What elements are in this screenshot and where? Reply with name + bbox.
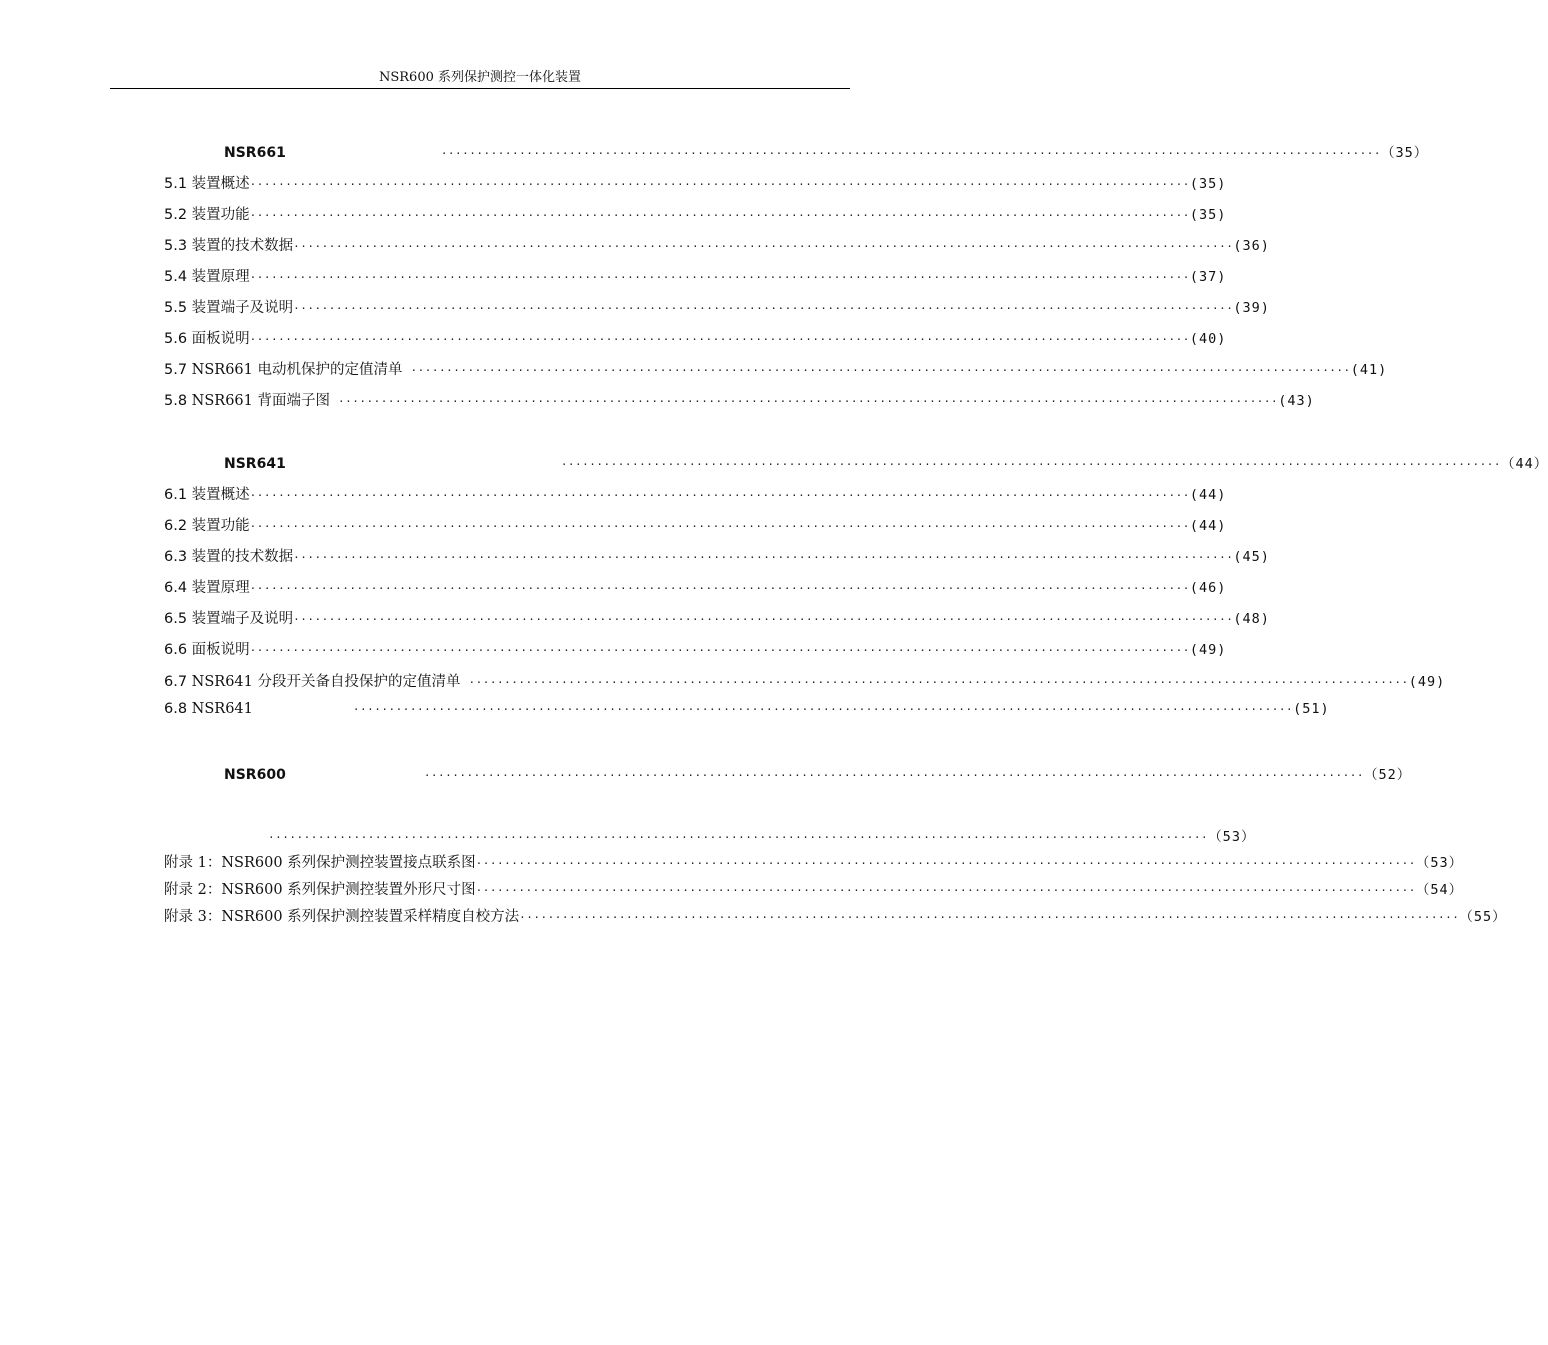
toc-page-number: (44) — [1189, 518, 1227, 534]
toc-entry-title: 装置功能 — [191, 207, 250, 223]
toc-leader: ···································································································································· — [410, 364, 1351, 377]
toc-entry-5-8[interactable] — [164, 389, 1315, 411]
toc-chapter-title: NSR661 — [224, 145, 286, 161]
toc-entry-5-1[interactable] — [164, 172, 1227, 194]
toc-page-number: （55） — [1459, 909, 1507, 925]
toc-entry-number: 6.4 — [164, 580, 188, 596]
toc-appendix-3[interactable] — [164, 905, 1507, 927]
toc-entry-5-2[interactable] — [164, 203, 1227, 225]
toc-entry-number: 5.6 — [164, 331, 188, 347]
toc-page-number: (48) — [1233, 611, 1270, 627]
toc-page-number: （44） — [1501, 456, 1548, 472]
toc-leader: ···································································································································· — [293, 613, 1234, 626]
toc-entry-number: 5.4 — [164, 269, 188, 285]
toc-entry-title: 面板说明 — [191, 331, 250, 347]
toc-page-number: (44) — [1189, 487, 1227, 503]
toc-entry-title: 装置端子及说明 — [191, 611, 294, 627]
toc-page-number: (45) — [1233, 549, 1270, 565]
toc-entry-5-7[interactable] — [164, 358, 1388, 380]
toc-leader: ···································································································································· — [249, 489, 1190, 502]
toc-chapter-title: NSR641 — [224, 456, 286, 472]
toc-leader: ···································································································································· — [249, 178, 1190, 191]
toc-entry-number: 6.5 — [164, 611, 188, 627]
toc-page-number: （53） — [1415, 855, 1464, 871]
header-rule — [110, 88, 850, 89]
toc-entry-title: 装置功能 — [191, 518, 250, 534]
toc-entry-title: 附录 2：NSR600 系列保护测控装置外形尺寸图 — [164, 882, 476, 898]
toc-page-number: (49) — [1408, 674, 1446, 690]
toc-leader: ···································································································································· — [423, 769, 1364, 782]
toc-entry-title: 附录 3：NSR600 系列保护测控装置采样精度自校方法 — [164, 909, 520, 925]
toc-page-number: (49) — [1189, 642, 1227, 658]
toc-entry-number: 5.1 — [164, 176, 188, 192]
toc-leader: ···································································································································· — [475, 857, 1416, 870]
toc-entry-title: NSR661 背面端子图 — [191, 393, 330, 409]
toc-appendix-1[interactable] — [164, 851, 1464, 873]
toc-entry-5-5[interactable] — [164, 296, 1270, 318]
toc-entry-number: 6.7 — [164, 674, 188, 690]
toc-page-number: （53） — [1208, 829, 1256, 845]
toc-entry-title: 装置的技术数据 — [191, 549, 294, 565]
toc-entry-title: NSR661 电动机保护的定值清单 — [191, 362, 403, 378]
toc-page-number: (43) — [1278, 393, 1315, 409]
toc-entry-5-3[interactable] — [164, 234, 1270, 256]
toc-leader: ···································································································································· — [249, 644, 1190, 657]
toc-entry-number: 6.1 — [164, 487, 188, 503]
toc-entry-number: 6.6 — [164, 642, 188, 658]
toc-leader: ···································································································································· — [249, 271, 1190, 284]
toc-page-number: （35） — [1381, 145, 1429, 161]
toc-leader: ···································································································································· — [519, 911, 1460, 924]
toc-page-number: (35) — [1189, 207, 1227, 223]
toc-entry-number: 5.7 — [164, 362, 188, 378]
toc-leader: ···································································································································· — [560, 458, 1501, 471]
toc-page-number: (46) — [1189, 580, 1227, 596]
toc-leader: ···································································································································· — [475, 884, 1416, 897]
toc-leader: ···································································································································· — [268, 831, 1209, 844]
toc-leader: ···································································································································· — [249, 582, 1190, 595]
toc-page-number: （54） — [1415, 882, 1464, 898]
toc-chapter-nsr661[interactable] — [164, 141, 1429, 163]
toc-leader: ···································································································································· — [293, 551, 1234, 564]
toc-page-number: (35) — [1189, 176, 1227, 192]
toc-entry-6-6[interactable] — [164, 638, 1227, 660]
toc-page-number: （52） — [1364, 767, 1412, 783]
toc-page-number: (40) — [1189, 331, 1227, 347]
toc-appendix-2[interactable] — [164, 878, 1464, 900]
toc-chapter-nsr600[interactable] — [164, 763, 1412, 785]
toc-entry-6-7[interactable] — [164, 670, 1446, 692]
toc-entry-6-5[interactable] — [164, 607, 1270, 629]
toc-entry-title: 附录 1：NSR600 系列保护测控装置接点联系图 — [164, 855, 476, 871]
toc-leader: ···································································································································· — [293, 302, 1234, 315]
toc-leader: ···································································································································· — [249, 333, 1190, 346]
toc-entry-5-4[interactable] — [164, 265, 1227, 287]
toc-leader: ···································································································································· — [293, 240, 1234, 253]
toc-entry-title: 装置概述 — [191, 487, 250, 503]
toc-entry-number: 6.8 — [164, 701, 188, 717]
toc-leader: ···································································································································· — [440, 147, 1381, 160]
toc-leader: ···································································································································· — [338, 395, 1279, 408]
toc-entry-title: 装置端子及说明 — [191, 300, 294, 316]
toc-entry-title: NSR641 — [191, 701, 253, 717]
toc-page-number: (51) — [1293, 701, 1330, 717]
toc-entry-number: 5.3 — [164, 238, 188, 254]
toc-entry-title: 装置的技术数据 — [191, 238, 294, 254]
toc-entry-title: 装置原理 — [191, 580, 250, 596]
toc-entry-6-3[interactable] — [164, 545, 1270, 567]
toc-page-number: (39) — [1233, 300, 1270, 316]
toc-leader: ···································································································································· — [352, 703, 1294, 716]
toc-entry-5-6[interactable] — [164, 327, 1227, 349]
toc-entry-number: 5.2 — [164, 207, 188, 223]
running-header: NSR600 系列保护测控一体化装置 — [378, 70, 581, 85]
toc-entry-6-2[interactable] — [164, 514, 1227, 536]
toc-leader: ···································································································································· — [249, 209, 1190, 222]
toc-appendix-heading[interactable] — [164, 825, 1256, 847]
toc-leader: ···································································································································· — [249, 520, 1190, 533]
toc-entry-title: 装置原理 — [191, 269, 250, 285]
toc-leader: ···································································································································· — [468, 676, 1409, 689]
toc-entry-6-1[interactable] — [164, 483, 1227, 505]
toc-entry-number: 6.2 — [164, 518, 188, 534]
toc-chapter-title: NSR600 — [224, 767, 286, 783]
toc-chapter-nsr641[interactable] — [164, 452, 1548, 474]
toc-page-number: (36) — [1233, 238, 1270, 254]
toc-entry-number: 5.8 — [164, 393, 188, 409]
toc-entry-6-4[interactable] — [164, 576, 1227, 598]
toc-entry-title: NSR641 分段开关备自投保护的定值清单 — [191, 674, 461, 690]
toc-page-number: (41) — [1350, 362, 1388, 378]
toc-entry-number: 6.3 — [164, 549, 188, 565]
toc-page-number: (37) — [1189, 269, 1227, 285]
toc-entry-number: 5.5 — [164, 300, 188, 316]
toc-entry-title: 面板说明 — [191, 642, 250, 658]
toc-entry-6-8[interactable] — [164, 701, 1330, 723]
toc-entry-title: 装置概述 — [191, 176, 250, 192]
